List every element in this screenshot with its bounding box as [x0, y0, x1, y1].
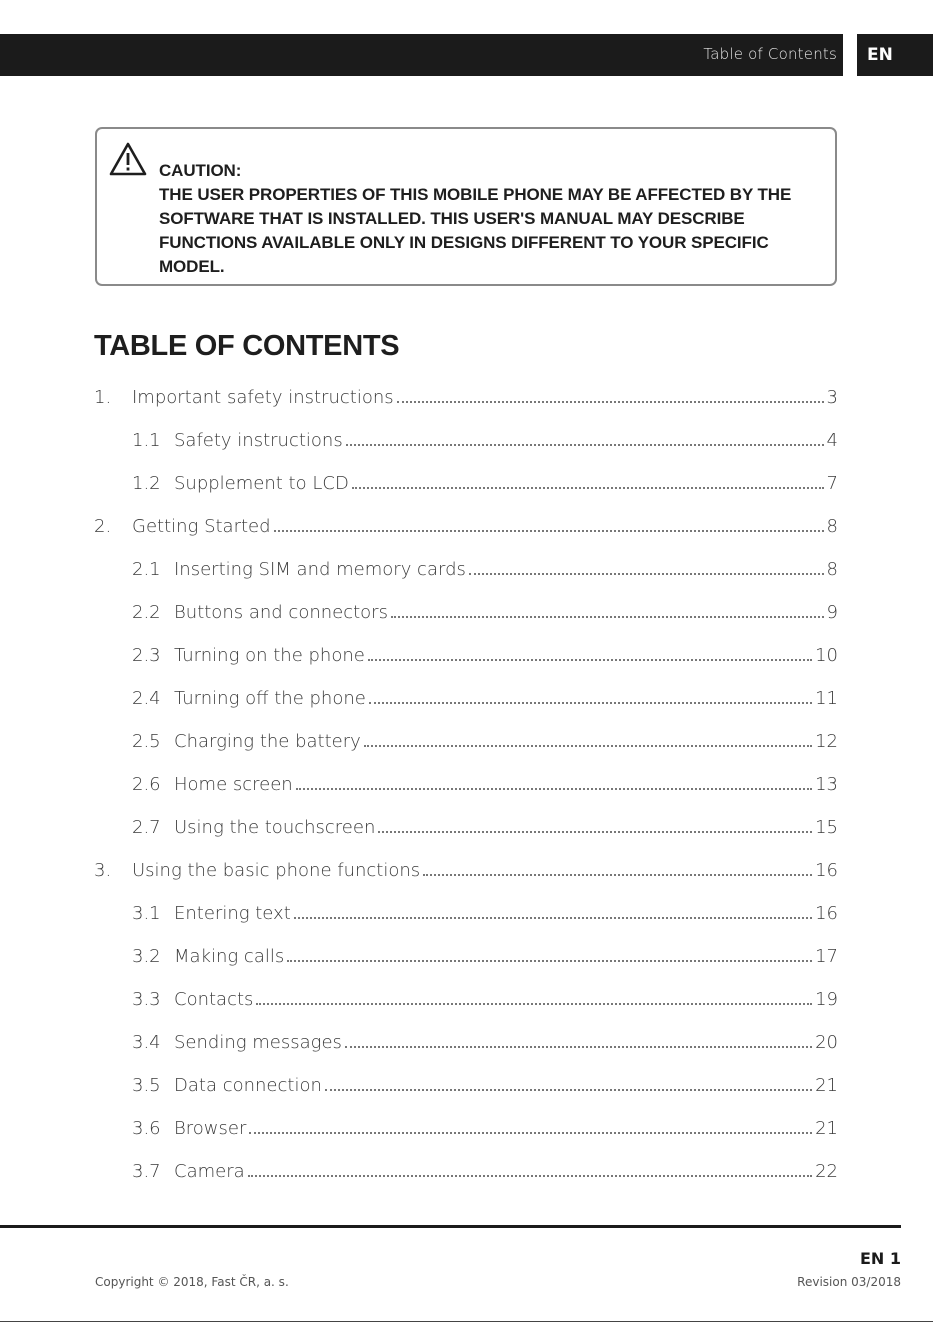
- bottom-divider: [0, 1321, 933, 1322]
- toc-entry-title: Using the basic phone functions: [132, 860, 421, 881]
- toc-entry-title: Important safety instructions: [132, 387, 394, 408]
- toc-entry-title: Inserting SIM and memory cards: [174, 559, 466, 580]
- toc-dot-leader: [249, 1132, 812, 1134]
- toc-entry[interactable]: [132, 982, 838, 1010]
- toc-entry-page: 3: [826, 387, 838, 408]
- toc-entry-page: 7: [826, 473, 838, 494]
- toc-entry[interactable]: [94, 853, 838, 881]
- toc-entry-page: 21: [815, 1075, 838, 1096]
- toc-dot-leader: [391, 616, 824, 618]
- footer-page-number: EN 1: [859, 1249, 901, 1268]
- toc-entry-number: 1.: [94, 387, 112, 408]
- toc-dot-leader: [256, 1003, 812, 1005]
- toc-entry-page: 21: [815, 1118, 838, 1139]
- toc-entry-title: Charging the battery: [174, 731, 361, 752]
- toc-dot-leader: [287, 960, 812, 962]
- toc-entry[interactable]: [132, 1111, 838, 1139]
- toc-dot-leader: [248, 1175, 812, 1177]
- toc-heading: TABLE OF CONTENTS: [94, 330, 400, 362]
- toc-entry-page: 9: [826, 602, 838, 623]
- toc-entry[interactable]: [132, 896, 838, 924]
- toc-entry-number: 2.1: [132, 559, 161, 580]
- toc-dot-leader: [352, 487, 824, 489]
- toc-dot-leader: [346, 444, 824, 446]
- toc-entry-number: 3.: [94, 860, 112, 881]
- toc-entry-number: 3.1: [132, 903, 161, 924]
- toc-entry[interactable]: [94, 380, 838, 408]
- toc-entry-title: Home screen: [174, 774, 293, 795]
- toc-entry-page: 12: [815, 731, 838, 752]
- toc-entry-number: 3.5: [132, 1075, 161, 1096]
- toc-entry-page: 16: [815, 860, 838, 881]
- toc-entry-title: Supplement to LCD: [174, 473, 349, 494]
- toc-dot-leader: [294, 917, 812, 919]
- toc-dot-leader: [296, 788, 812, 790]
- caution-title: CAUTION:: [159, 161, 242, 180]
- toc-entry-page: 8: [826, 559, 838, 580]
- toc-entry-number: 3.4: [132, 1032, 161, 1053]
- toc-entry-page: 11: [815, 688, 838, 709]
- toc-entry-title: Using the touchscreen: [174, 817, 376, 838]
- toc-entry-page: 22: [815, 1161, 838, 1182]
- toc-entry-number: 1.2: [132, 473, 161, 494]
- toc-entry[interactable]: [132, 552, 838, 580]
- toc-dot-leader: [397, 401, 824, 403]
- toc-dot-leader: [378, 831, 812, 833]
- toc-entry-number: 2.: [94, 516, 112, 537]
- toc-entry-number: 3.7: [132, 1161, 161, 1182]
- toc-entry-page: 13: [815, 774, 838, 795]
- toc-entry-page: 16: [815, 903, 838, 924]
- language-tab: EN: [857, 34, 933, 76]
- toc-entry-title: Camera: [174, 1161, 245, 1182]
- toc-entry-number: 3.2: [132, 946, 161, 967]
- toc-entry-number: 2.2: [132, 602, 161, 623]
- toc-entry[interactable]: [94, 509, 838, 537]
- toc-entry[interactable]: [132, 767, 838, 795]
- toc-entry-title: Safety instructions: [174, 430, 343, 451]
- toc-entry-title: Buttons and connectors: [174, 602, 388, 623]
- toc-entry-number: 2.3: [132, 645, 161, 666]
- toc-entry-number: 2.5: [132, 731, 161, 752]
- warning-triangle-icon: [108, 141, 148, 177]
- toc-entry-title: Entering text: [174, 903, 291, 924]
- toc-entry[interactable]: [132, 595, 838, 623]
- toc-dot-leader: [368, 659, 812, 661]
- toc-entry-title: Getting Started: [132, 516, 271, 537]
- revision-text: Revision 03/2018: [797, 1275, 901, 1289]
- toc-entry-title: Sending messages: [174, 1032, 342, 1053]
- copyright-text: Copyright © 2018, Fast ČR, a. s.: [95, 1275, 289, 1289]
- toc-entry-number: 2.7: [132, 817, 161, 838]
- header-bar: [0, 34, 843, 76]
- toc-entry[interactable]: [132, 638, 838, 666]
- toc-entry-title: Browser: [174, 1118, 247, 1139]
- toc-entry-number: 2.4: [132, 688, 161, 709]
- toc-entry-page: 4: [826, 430, 838, 451]
- toc-entry[interactable]: [132, 810, 838, 838]
- toc-entry[interactable]: [132, 423, 838, 451]
- toc-entry-title: Making calls: [174, 946, 285, 967]
- toc-dot-leader: [423, 874, 812, 876]
- toc-entry-page: 10: [815, 645, 838, 666]
- toc-entry-page: 15: [815, 817, 838, 838]
- toc-entry-title: Contacts: [174, 989, 254, 1010]
- toc-entry[interactable]: [132, 466, 838, 494]
- toc-entry-page: 19: [815, 989, 838, 1010]
- toc-entry-page: 20: [815, 1032, 838, 1053]
- toc-entry[interactable]: [132, 939, 838, 967]
- toc-entry[interactable]: [132, 1025, 838, 1053]
- toc-entry-title: Data connection: [174, 1075, 322, 1096]
- header-section-title: Table of Contents: [703, 45, 837, 63]
- toc-dot-leader: [274, 530, 824, 532]
- caution-body: THE USER PROPERTIES OF THIS MOBILE PHONE MAY BE AFFECTED BY THE SOFTWARE THAT IS INSTALLED. THIS USER'S MANUAL MAY DESCRIBE FUNCTIONS AVAILABLE ONLY IN DESIGNS DIFFERENT TO YOUR SPECIFIC MODEL.: [159, 185, 792, 276]
- footer-divider: [0, 1225, 901, 1228]
- toc-entry-number: 3.3: [132, 989, 161, 1010]
- toc-dot-leader: [369, 702, 812, 704]
- toc-entry-page: 17: [815, 946, 838, 967]
- toc-dot-leader: [469, 573, 824, 575]
- toc-dot-leader: [364, 745, 812, 747]
- toc-entry-page: 8: [826, 516, 838, 537]
- toc-entry[interactable]: [132, 1154, 838, 1182]
- toc-dot-leader: [325, 1089, 812, 1091]
- toc-entry[interactable]: [132, 724, 838, 752]
- toc-entry-number: 3.6: [132, 1118, 161, 1139]
- toc-entry[interactable]: [132, 1068, 838, 1096]
- toc-entry-title: Turning on the phone: [174, 645, 365, 666]
- toc-entry-number: 2.6: [132, 774, 161, 795]
- caution-box: [95, 127, 837, 286]
- toc-entry-title: Turning off the phone: [174, 688, 366, 709]
- toc-entry-number: 1.1: [132, 430, 161, 451]
- toc-dot-leader: [345, 1046, 812, 1048]
- caution-text: [159, 159, 829, 279]
- toc-entry[interactable]: [132, 681, 838, 709]
